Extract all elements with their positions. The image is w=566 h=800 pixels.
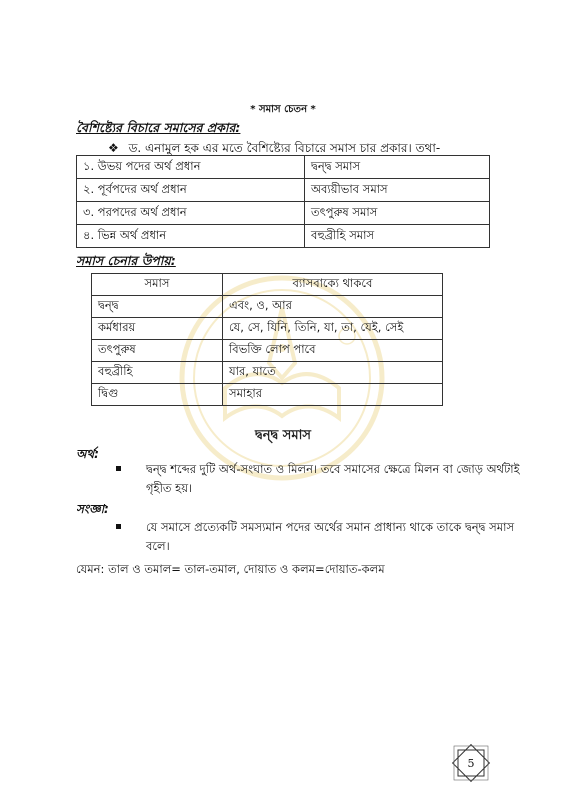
table-row [77, 156, 490, 179]
column-header: সমাস [92, 274, 223, 296]
table-cell: ১. উভয় পদের অর্থ প্রধান [77, 156, 305, 179]
table-cell: যে, সে, যিনি, তিনি, যা, তা, যেই, সেই [223, 318, 443, 340]
diamond-bullet-icon: ❖ [108, 141, 119, 155]
section-title-dvandva: দ্বন্দ্ব সমাস [255, 428, 311, 443]
table-row [92, 296, 443, 318]
table-cell: বহুব্রীহি সমাস [305, 225, 490, 248]
column-header: ব্যাসবাক্যে থাকবে [223, 274, 443, 296]
table-cell: যার, যাতে [223, 362, 443, 384]
table-cell: সমাহার [223, 384, 443, 406]
definition-label: সংজ্ঞা: [76, 502, 109, 516]
intro-text: ড. এনামুল হক এর মতে বৈশিষ্ট্যের বিচারে সমাস চার প্রকার। তথা- [128, 141, 441, 155]
definition-block [120, 518, 520, 556]
table-cell: এবং, ও, আর [223, 296, 443, 318]
table-cell: দ্বন্দ্ব [92, 296, 223, 318]
section-heading-identify: সমাস চেনার উপায়: [76, 253, 176, 268]
table-cell: তৎপুরুষ সমাস [305, 202, 490, 225]
meaning-text: দ্বন্দ্ব শব্দের দুটি অর্থ-সংঘাত ও মিলন। তবে সমাসের ক্ষেত্রে মিলন বা জোড় অর্থটাই গৃহীত হয়। [146, 462, 520, 495]
definition-text: যে সমাসে প্রত্যেকটি সমস্যমান পদের অর্থের সমান প্রাধান্য থাকে তাকে দ্বন্দ্ব সমাস বলে। [146, 520, 515, 553]
identify-table [91, 273, 443, 406]
section-heading-types: বৈশিষ্ট্যের বিচারে সমাসের প্রকার: [76, 120, 241, 135]
table-row [92, 318, 443, 340]
table-cell: কর্মধারয় [92, 318, 223, 340]
table-cell: তৎপুরুষ [92, 340, 223, 362]
square-bullet-icon [116, 466, 121, 471]
table-cell: দ্বিগু [92, 384, 223, 406]
table-row [77, 225, 490, 248]
table-header-row [92, 274, 443, 296]
table-cell: অব্যয়ীভাব সমাস [305, 179, 490, 202]
table-row [92, 362, 443, 384]
table-cell: ৪. ভিন্ন অর্থ প্রধান [77, 225, 305, 248]
page-header-title: * সমাস চেতন * [250, 104, 316, 115]
meaning-label: অর্থ: [76, 447, 99, 461]
table-cell: বিভক্তি লোপ পাবে [223, 340, 443, 362]
table-row [92, 340, 443, 362]
table-row [92, 384, 443, 406]
table-cell: বহুব্রীহি [92, 362, 223, 384]
page-number: 5 [467, 756, 475, 770]
example-line: যেমন: তাল ও তমাল= তাল-তমাল, দোয়াত ও কলম=দোয়াত-কলম [76, 562, 385, 576]
meaning-block [120, 460, 520, 498]
table-cell: ২. পূর্বপদের অর্থ প্রধান [77, 179, 305, 202]
types-table [76, 155, 490, 248]
table-row [77, 202, 490, 225]
square-bullet-icon [116, 524, 121, 529]
table-cell: দ্বন্দ্ব সমাস [305, 156, 490, 179]
table-row [77, 179, 490, 202]
table-cell: ৩. পরপদের অর্থ প্রধান [77, 202, 305, 225]
